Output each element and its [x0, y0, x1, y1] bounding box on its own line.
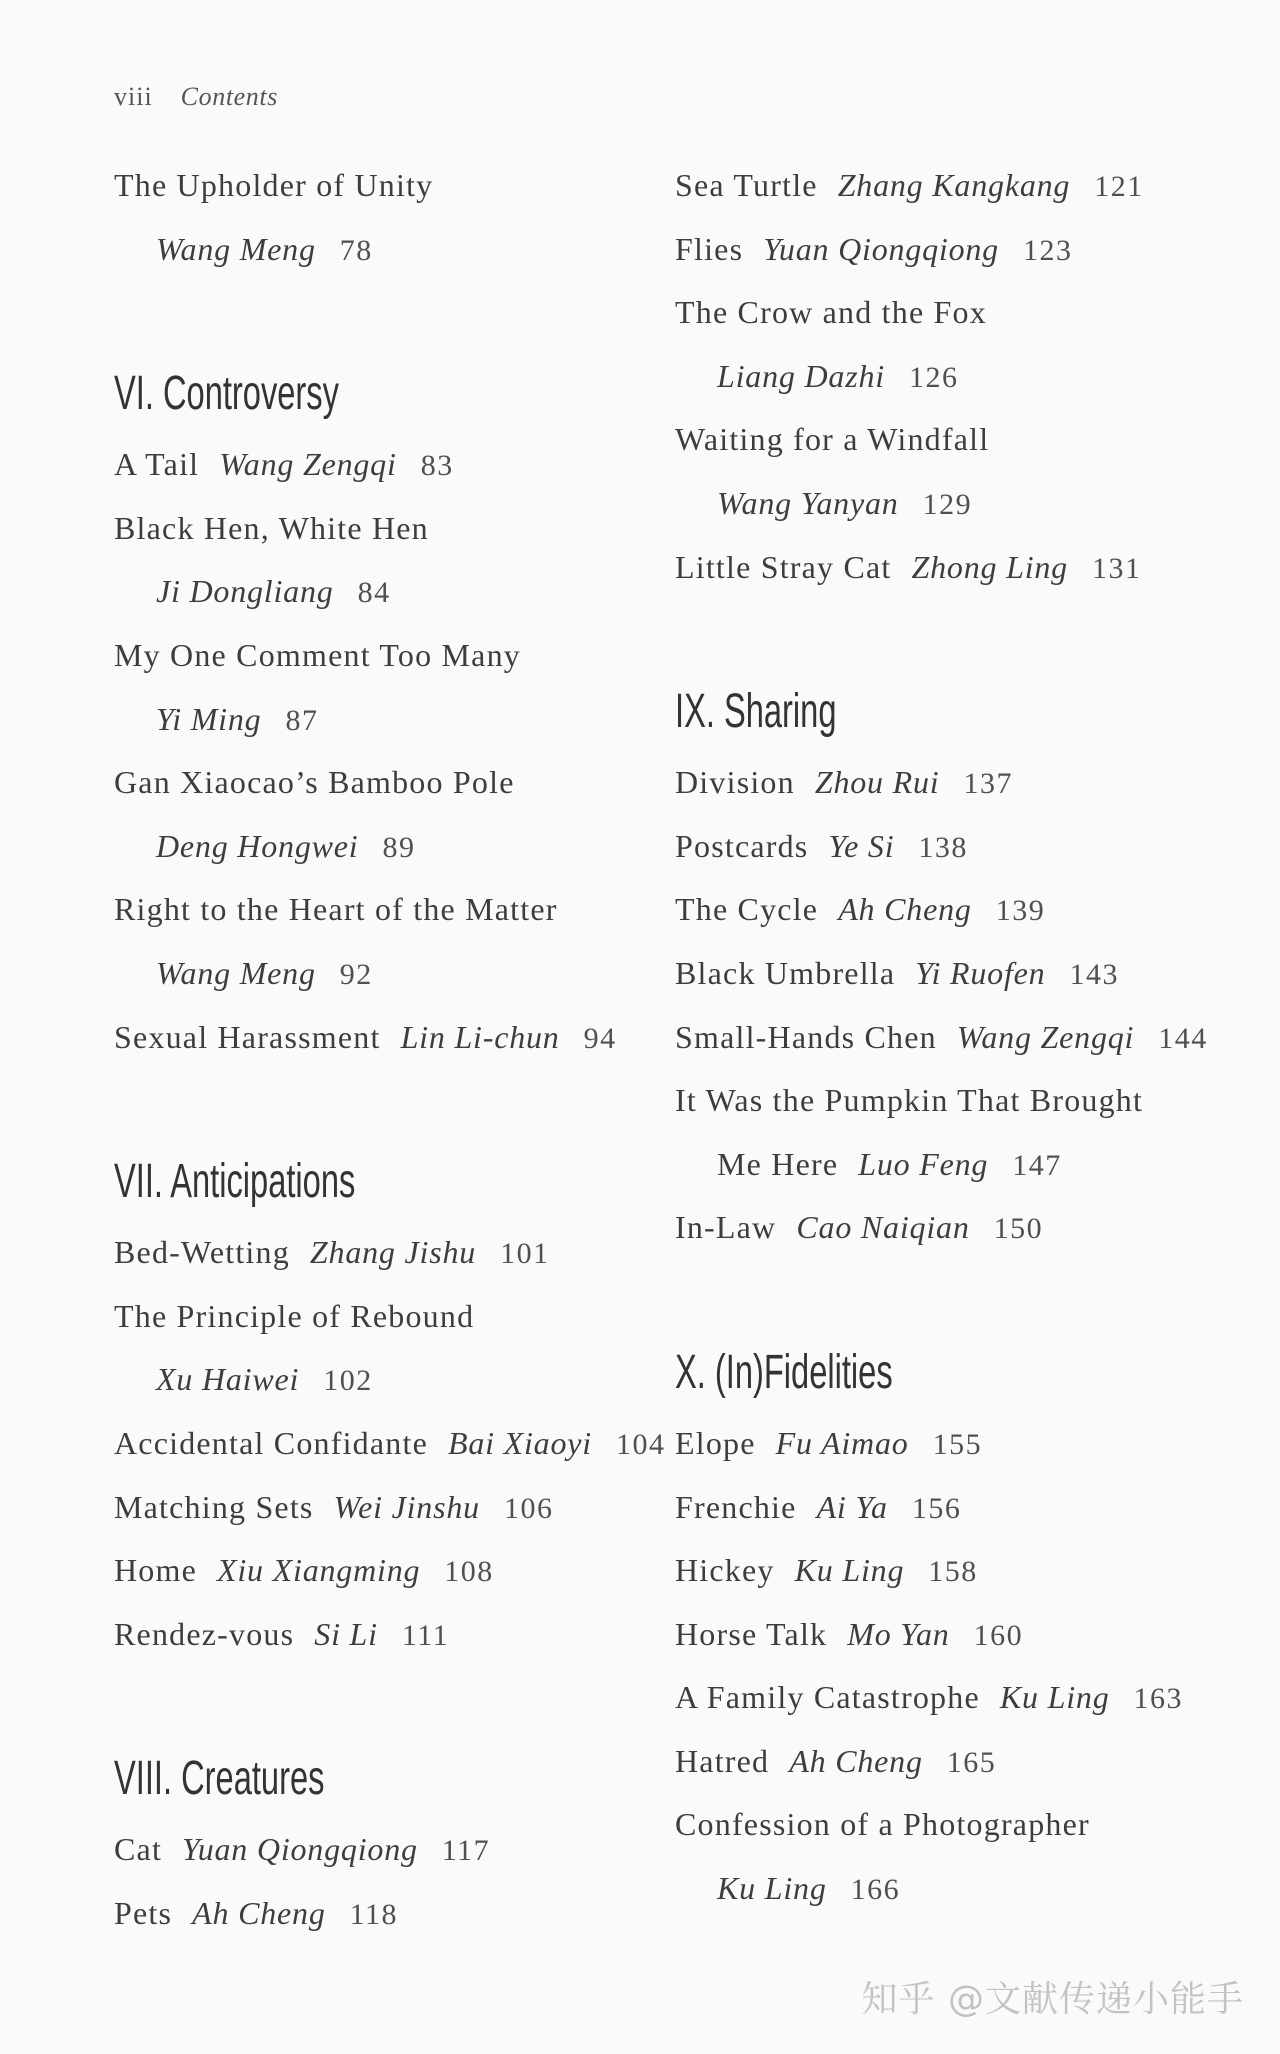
entry-page-number: 121	[1094, 170, 1144, 203]
entry-page-number: 89	[382, 830, 416, 864]
toc-entry	[675, 815, 1260, 879]
entry-title: Little Stray Cat	[675, 548, 892, 585]
entry-page-number: 92	[339, 957, 373, 991]
entry-page-number: 129	[922, 487, 973, 521]
entry-page-number: 147	[1012, 1148, 1062, 1182]
entry-page-number: 111	[401, 1618, 450, 1652]
entry-page-number: 155	[932, 1427, 983, 1461]
toc-entry	[675, 1603, 1260, 1667]
entry-author: Yi Ming	[156, 700, 262, 737]
toc-entry	[675, 751, 1260, 815]
entry-page-number: 144	[1158, 1021, 1208, 1055]
toc-entry	[114, 497, 659, 624]
entry-page-number: 160	[973, 1618, 1024, 1652]
toc-entry	[114, 1539, 659, 1603]
toc-entry	[675, 1666, 1260, 1730]
toc-entry	[675, 536, 1260, 600]
entry-title: Home	[114, 1552, 198, 1589]
entry-page-number: 126	[908, 360, 959, 394]
toc-entry	[675, 1539, 1260, 1603]
entry-page-number: 94	[583, 1021, 617, 1055]
entry-author: Lin Li-chun	[400, 1018, 560, 1055]
entry-author: Bai Xiaoyi	[447, 1424, 592, 1461]
entry-title: A Family Catastrophe	[675, 1679, 980, 1716]
entry-author: Si Li	[314, 1615, 378, 1652]
toc-entry	[675, 942, 1260, 1006]
entry-author: Wang Meng	[156, 954, 316, 991]
entry-title: The Cycle	[675, 891, 819, 928]
entry-author: Cao Naiqian	[796, 1209, 970, 1246]
entry-title: Elope	[675, 1424, 756, 1461]
entry-title: It Was the Pumpkin That Brought	[675, 1082, 1144, 1119]
toc-entry	[114, 1285, 659, 1412]
toc-entry	[675, 1006, 1260, 1070]
entry-title: Postcards	[675, 827, 809, 864]
entry-page-number: 150	[993, 1212, 1044, 1246]
folio: viii	[114, 82, 153, 111]
toc-entry	[114, 624, 659, 751]
entry-title: Flies	[675, 230, 744, 267]
entry-title: Black Umbrella	[675, 954, 896, 991]
entry-author: Xu Haiwei	[156, 1361, 300, 1398]
toc-entry	[675, 218, 1260, 282]
entry-author: Yi Ruofen	[915, 954, 1046, 991]
toc-entry	[675, 1412, 1260, 1476]
toc-entry	[675, 1793, 1260, 1920]
entry-title: Accidental Confidante	[114, 1424, 428, 1461]
entry-author: Zhang Jishu	[309, 1234, 477, 1271]
entry-author: Yuan Qiongqiong	[763, 230, 999, 267]
entry-title: Cat	[114, 1831, 163, 1868]
entry-author: Yuan Qiongqiong	[182, 1831, 418, 1868]
entry-author: Luo Feng	[858, 1145, 989, 1182]
entry-author: Fu Aimao	[775, 1424, 909, 1461]
entry-author: Ah Cheng	[192, 1894, 326, 1931]
entry-author: Wang Zengqi	[219, 446, 397, 483]
running-header	[114, 82, 278, 112]
entry-title: Right to the Heart of the Matter	[114, 891, 558, 928]
entry-page-number: 104	[615, 1427, 666, 1461]
toc-entry	[114, 1603, 659, 1667]
entry-title: Matching Sets	[114, 1488, 314, 1525]
entry-author: Wang Zengqi	[956, 1018, 1135, 1055]
toc-entry	[114, 1476, 659, 1540]
entry-author: Zhang Kangkang	[837, 167, 1071, 203]
toc-entry	[114, 1882, 659, 1946]
entry-page-number: 139	[995, 894, 1046, 928]
entry-author: Zhong Ling	[911, 548, 1068, 585]
toc-entry	[675, 1476, 1260, 1540]
entry-author: Wang Yanyan	[717, 484, 899, 521]
entry-page-number: 156	[911, 1491, 962, 1525]
entry-title: Division	[675, 764, 795, 801]
entry-title: Hickey	[675, 1552, 775, 1589]
entry-title: Sea Turtle	[675, 167, 818, 203]
entry-page-number: 106	[503, 1491, 554, 1525]
entry-title: Hatred	[675, 1742, 770, 1779]
entry-page-number: 101	[500, 1237, 550, 1271]
entry-page-number: 118	[349, 1897, 399, 1931]
entry-title: A Tail	[114, 446, 200, 483]
toc-entry	[675, 408, 1260, 535]
entry-title: Rendez-vous	[114, 1615, 295, 1652]
toc-column-right	[675, 154, 1260, 1921]
entry-page-number: 78	[339, 233, 373, 267]
section-heading: VII. Anticipations	[114, 1155, 356, 1209]
entry-title: Waiting for a Windfall	[675, 421, 990, 458]
section-heading: IX. Sharing	[675, 685, 837, 739]
entry-author: Ai Ya	[816, 1488, 888, 1525]
entry-author: Zhou Rui	[814, 764, 940, 801]
toc-column-left	[114, 154, 666, 1945]
entry-title: My One Comment Too Many	[114, 636, 521, 673]
entry-page-number: 102	[323, 1364, 373, 1398]
entry-author: Ye Si	[828, 827, 895, 864]
entry-author: Ku Ling	[999, 1679, 1110, 1716]
toc-entry	[114, 1221, 659, 1285]
entry-page-number: 166	[850, 1873, 901, 1907]
entry-author: Xiu Xiangming	[217, 1552, 421, 1589]
section-heading: VI. Controversy	[114, 367, 339, 421]
entry-title: Small-Hands Chen	[675, 1018, 937, 1055]
entry-title: The Principle of Rebound	[114, 1297, 475, 1334]
entry-page-number: 131	[1091, 551, 1142, 585]
entry-author: Ah Cheng	[838, 891, 972, 928]
entry-title: Horse Talk	[675, 1615, 828, 1652]
entry-page-number: 123	[1022, 233, 1073, 267]
entry-page-number: 158	[928, 1555, 978, 1589]
toc-entry	[114, 1006, 659, 1070]
toc-entry	[675, 281, 1260, 408]
entry-page-number: 143	[1069, 957, 1119, 991]
toc-entry	[114, 154, 659, 281]
entry-title: In-Law	[675, 1209, 777, 1246]
watermark: 知乎 @文献传递小能手	[861, 1979, 1244, 2020]
entry-title: The Crow and the Fox	[675, 294, 987, 331]
toc-entry	[675, 1069, 1260, 1196]
toc-entry	[675, 1730, 1260, 1794]
entry-author: Deng Hongwei	[156, 827, 359, 864]
entry-author: Ku Ling	[794, 1552, 905, 1589]
entry-title: The Upholder of Unity	[114, 167, 434, 203]
entry-author: Ah Cheng	[789, 1742, 923, 1779]
entry-author: Ku Ling	[717, 1870, 827, 1907]
entry-author: Liang Dazhi	[717, 357, 885, 394]
entry-page-number: 83	[420, 449, 454, 483]
toc-entry	[675, 154, 1260, 218]
entry-author: Mo Yan	[847, 1615, 950, 1652]
entry-page-number: 87	[285, 703, 319, 737]
entry-title: Sexual Harassment	[114, 1018, 381, 1055]
entry-page-number: 163	[1133, 1682, 1183, 1716]
entry-title: Black Hen, White Hen	[114, 509, 429, 546]
toc-entry	[114, 878, 659, 1005]
section-heading: VIII. Creatures	[114, 1752, 325, 1806]
entry-page-number: 137	[963, 767, 1013, 801]
entry-title: Confession of a Photographer	[675, 1806, 1090, 1843]
entry-title-continued: Me Here	[717, 1145, 839, 1182]
entry-title: Frenchie	[675, 1488, 797, 1525]
running-title: Contents	[180, 82, 278, 111]
toc-entry	[114, 1818, 659, 1882]
entry-page-number: 84	[357, 576, 391, 610]
toc-entry	[114, 433, 659, 497]
entry-page-number: 108	[444, 1555, 494, 1589]
section-heading: X. (In)Fidelities	[675, 1345, 893, 1399]
entry-author: Ji Dongliang	[156, 573, 334, 610]
entry-title: Pets	[114, 1894, 173, 1931]
toc-entry	[114, 751, 659, 878]
entry-author: Wei Jinshu	[333, 1488, 480, 1525]
entry-page-number: 117	[441, 1834, 491, 1868]
entry-title: Bed-Wetting	[114, 1234, 290, 1271]
entry-page-number: 138	[918, 830, 968, 864]
toc-entry	[675, 1196, 1260, 1260]
toc-entry	[675, 878, 1260, 942]
toc-entry	[114, 1412, 666, 1476]
entry-page-number: 165	[946, 1745, 997, 1779]
entry-title: Gan Xiaocao’s Bamboo Pole	[114, 764, 515, 801]
entry-author: Wang Meng	[156, 230, 316, 267]
